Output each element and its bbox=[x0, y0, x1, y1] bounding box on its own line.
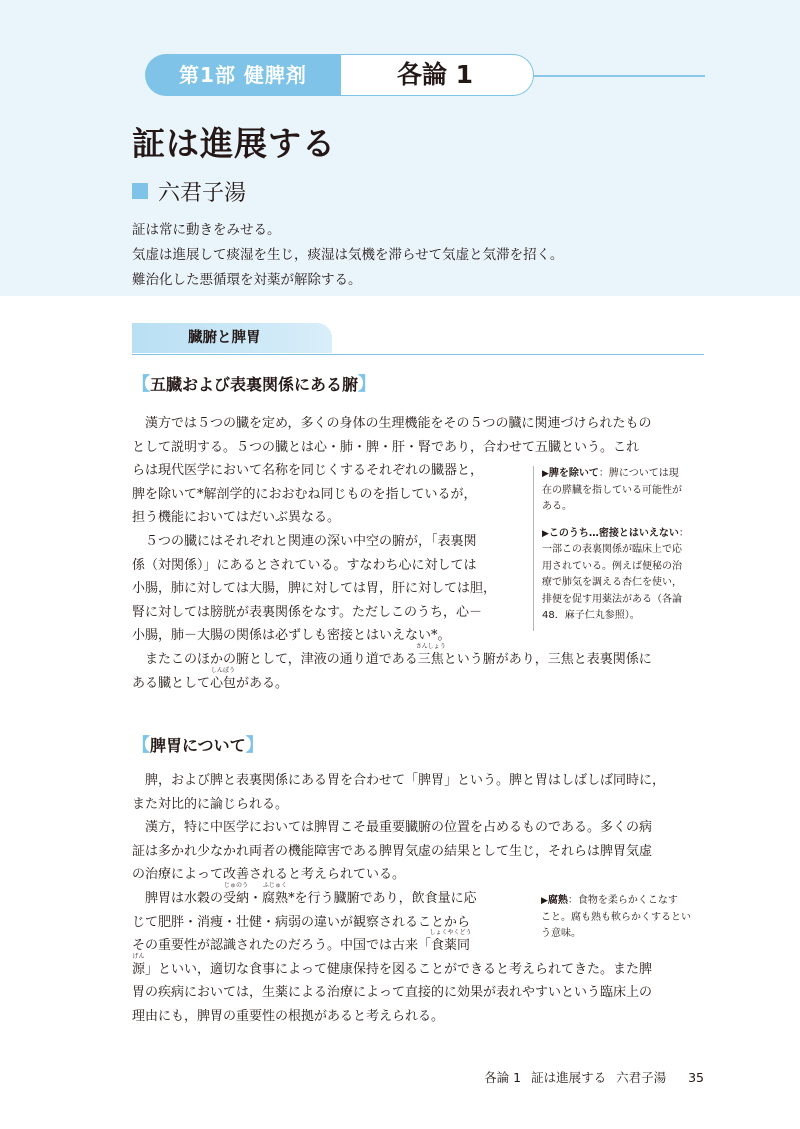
ruby-word bbox=[429, 929, 472, 954]
section-rule bbox=[132, 354, 704, 355]
note-text: こと。腐も熟も軟らかくするとい bbox=[541, 911, 691, 923]
text-fragment: ある臓として bbox=[132, 675, 211, 691]
section-title: 臓腑と脾胃 bbox=[132, 323, 332, 353]
side-notes bbox=[533, 466, 712, 631]
chapter-tab-row bbox=[145, 54, 705, 96]
ruby-base: 心包 bbox=[210, 675, 237, 691]
text-line: 担う機能においてはだいぶ異なる。 bbox=[132, 510, 341, 526]
text-line: 小腸，肺－大腸の関係は必ずしも密接とはいえない*。 bbox=[132, 628, 451, 644]
text-line: 係（対関係）」にあるとされている。すなわち心に対しては bbox=[132, 557, 477, 573]
note-text: ある。 bbox=[542, 501, 572, 512]
lead-text bbox=[132, 218, 563, 293]
note-text: う意味。 bbox=[541, 928, 581, 939]
ruby-reading: しょくやくどう bbox=[429, 929, 472, 937]
ruby-base: 腐熟 bbox=[262, 890, 289, 906]
triangle-marker-icon: ▶ bbox=[541, 896, 548, 906]
text-line: じて肥胖・消痩・壮健・病弱の違いが観察されることから bbox=[132, 914, 471, 930]
side-note bbox=[541, 893, 711, 943]
text-line: 脾，および脾と表裏関係にある胃を合わせて「脾胃」という。脾と胃はしばしば同時に， bbox=[145, 773, 666, 788]
ruby-word bbox=[415, 642, 446, 667]
note-term: このうち…密接とはいえない bbox=[548, 527, 679, 539]
triangle-marker-icon: ▶ bbox=[542, 528, 549, 539]
text-line: 漢方，特に中医学においては脾胃こそ最重要臓腑の位置を占めるものである。多くの病 bbox=[145, 820, 653, 836]
text-line: として説明する。５つの臓とは心・肺・脾・肝・腎であり，合わせて五臓という。これ bbox=[132, 439, 640, 455]
text-line: らは現代医学において名称を同じくするそれぞれの臓器と， bbox=[132, 463, 484, 479]
formula-name: 六君子湯 bbox=[158, 181, 247, 206]
ruby-base: 受納 bbox=[223, 890, 250, 906]
ruby-base: 食薬同 bbox=[431, 938, 471, 954]
text-fragment: *を行う臓腑であり，飲食量に応 bbox=[288, 890, 477, 906]
ruby-reading: じゅのう bbox=[224, 881, 249, 889]
side-notes bbox=[533, 893, 711, 949]
text-line: ５つの臓にはそれぞれと関連の深い中空の腑が，「表裏関 bbox=[145, 533, 477, 549]
lead-line: 難治化した悪循環を対薬が解除する。 bbox=[132, 272, 362, 288]
ruby-base: 三焦 bbox=[417, 651, 444, 667]
note-text: 一部この表裏関係が臨床上で応 bbox=[542, 544, 682, 555]
subsection-title: 脾胃について bbox=[150, 736, 246, 755]
page-footer bbox=[474, 1068, 704, 1086]
text-line bbox=[132, 666, 652, 696]
chapter-label: 各論 1 bbox=[337, 54, 534, 96]
note-text: 療で肺気を調える杏仁を使い， bbox=[542, 577, 682, 588]
text-fragment: 脾胃は水穀の bbox=[145, 890, 224, 906]
text-fragment: ・ bbox=[249, 890, 263, 906]
footer-formula: 六君子湯 bbox=[616, 1070, 667, 1085]
note-text: 48．麻子仁丸参照）。 bbox=[542, 610, 640, 621]
text-line: 胃の疾病においては，生薬による治療によって直接的に効果が表れやすいという臨床上の bbox=[132, 985, 653, 1001]
subsection-heading bbox=[132, 734, 264, 758]
note-text: 用されている。例えば便秘の治 bbox=[542, 560, 682, 572]
ruby-word bbox=[262, 881, 289, 906]
ruby-word bbox=[223, 881, 250, 906]
ruby-reading: しんぽう bbox=[211, 666, 236, 674]
section-header bbox=[132, 323, 704, 357]
square-bullet-icon bbox=[132, 183, 148, 199]
subsection-title: 五臓および表裏関係にある腑 bbox=[150, 375, 359, 394]
bracket-close-icon: 】 bbox=[358, 374, 377, 395]
page-number: 35 bbox=[688, 1070, 704, 1085]
text-line: 腎に対しては膀胱が表裏関係をなす。ただしこのうち，心－ bbox=[132, 604, 482, 620]
ruby-reading: げん bbox=[132, 952, 145, 960]
text-line: 小腸，肺に対しては大腸，脾に対しては胃，肝に対しては胆， bbox=[132, 581, 497, 597]
ruby-reading: さんしょう bbox=[415, 642, 446, 650]
lead-line: 気虚は進展して痰湿を生じ，痰湿は気機を滞らせて気虚と気滞を招く。 bbox=[132, 247, 564, 263]
text-line: 脾を除いて*解剖学的におおむね同じものを指しているが， bbox=[132, 486, 477, 502]
side-note bbox=[542, 466, 712, 516]
page-title: 証は進展する bbox=[132, 124, 336, 163]
text-fragment: またこのほかの腑として，津液の通り道である bbox=[145, 651, 418, 667]
text-fragment: という腑があり，三焦と表裏関係に bbox=[443, 651, 652, 667]
note-text: 在の膵臓を指している可能性が bbox=[542, 484, 682, 496]
footer-chapter: 各論 1 bbox=[484, 1070, 522, 1085]
text-fragment: がある。 bbox=[236, 675, 289, 691]
ruby-word bbox=[210, 666, 237, 691]
ruby-word bbox=[132, 952, 146, 977]
ruby-base: 源 bbox=[132, 961, 146, 977]
footer-title: 証は進展する bbox=[531, 1070, 607, 1085]
text-line: 理由にも，脾胃の重要性の根拠があると考えられる。 bbox=[132, 1008, 445, 1024]
text-line: また対比的に論じられる。 bbox=[132, 796, 289, 812]
text-line: の治療によって改善されると考えられている。 bbox=[132, 867, 406, 883]
text-line: 漢方では５つの臓を定め，多くの身体の生理機能をその５つの臓に関連づけられたもの bbox=[145, 416, 652, 431]
part-label: 第1部 健脾剤 bbox=[145, 54, 341, 96]
bracket-close-icon: 】 bbox=[245, 735, 264, 756]
note-text: ： bbox=[678, 527, 689, 539]
note-term: 腐熟 bbox=[547, 895, 568, 906]
note-text: ：脾については現 bbox=[598, 468, 679, 479]
subsection-heading bbox=[132, 373, 376, 397]
ruby-reading: ふじゅく bbox=[263, 881, 288, 889]
text-line: 証は多かれ少なかれ両者の機能障害である脾胃気虚の結果として生じ，それらは脾胃気虚 bbox=[132, 843, 653, 859]
bracket-open-icon: 【 bbox=[132, 735, 150, 756]
text-fragment: その重要性が認識されたのだろう。中国では古来「 bbox=[132, 938, 432, 954]
note-text: ：食物を柔らかくこなす bbox=[567, 895, 678, 906]
side-note bbox=[542, 526, 712, 625]
note-term: 脾を除いて bbox=[548, 468, 599, 479]
note-text: 排便を促す用薬法がある（各論 bbox=[542, 593, 682, 605]
tab-rule-line bbox=[525, 75, 705, 77]
text-fragment: 」といい，適切な食事によって健康保持を図ることができると考えられてきた。また脾 bbox=[145, 961, 653, 977]
text-line bbox=[132, 642, 652, 672]
text-line bbox=[132, 952, 665, 982]
triangle-marker-icon: ▶ bbox=[542, 469, 549, 479]
bracket-open-icon: 【 bbox=[132, 374, 150, 395]
lead-line: 証は常に動きをみせる。 bbox=[132, 222, 281, 238]
